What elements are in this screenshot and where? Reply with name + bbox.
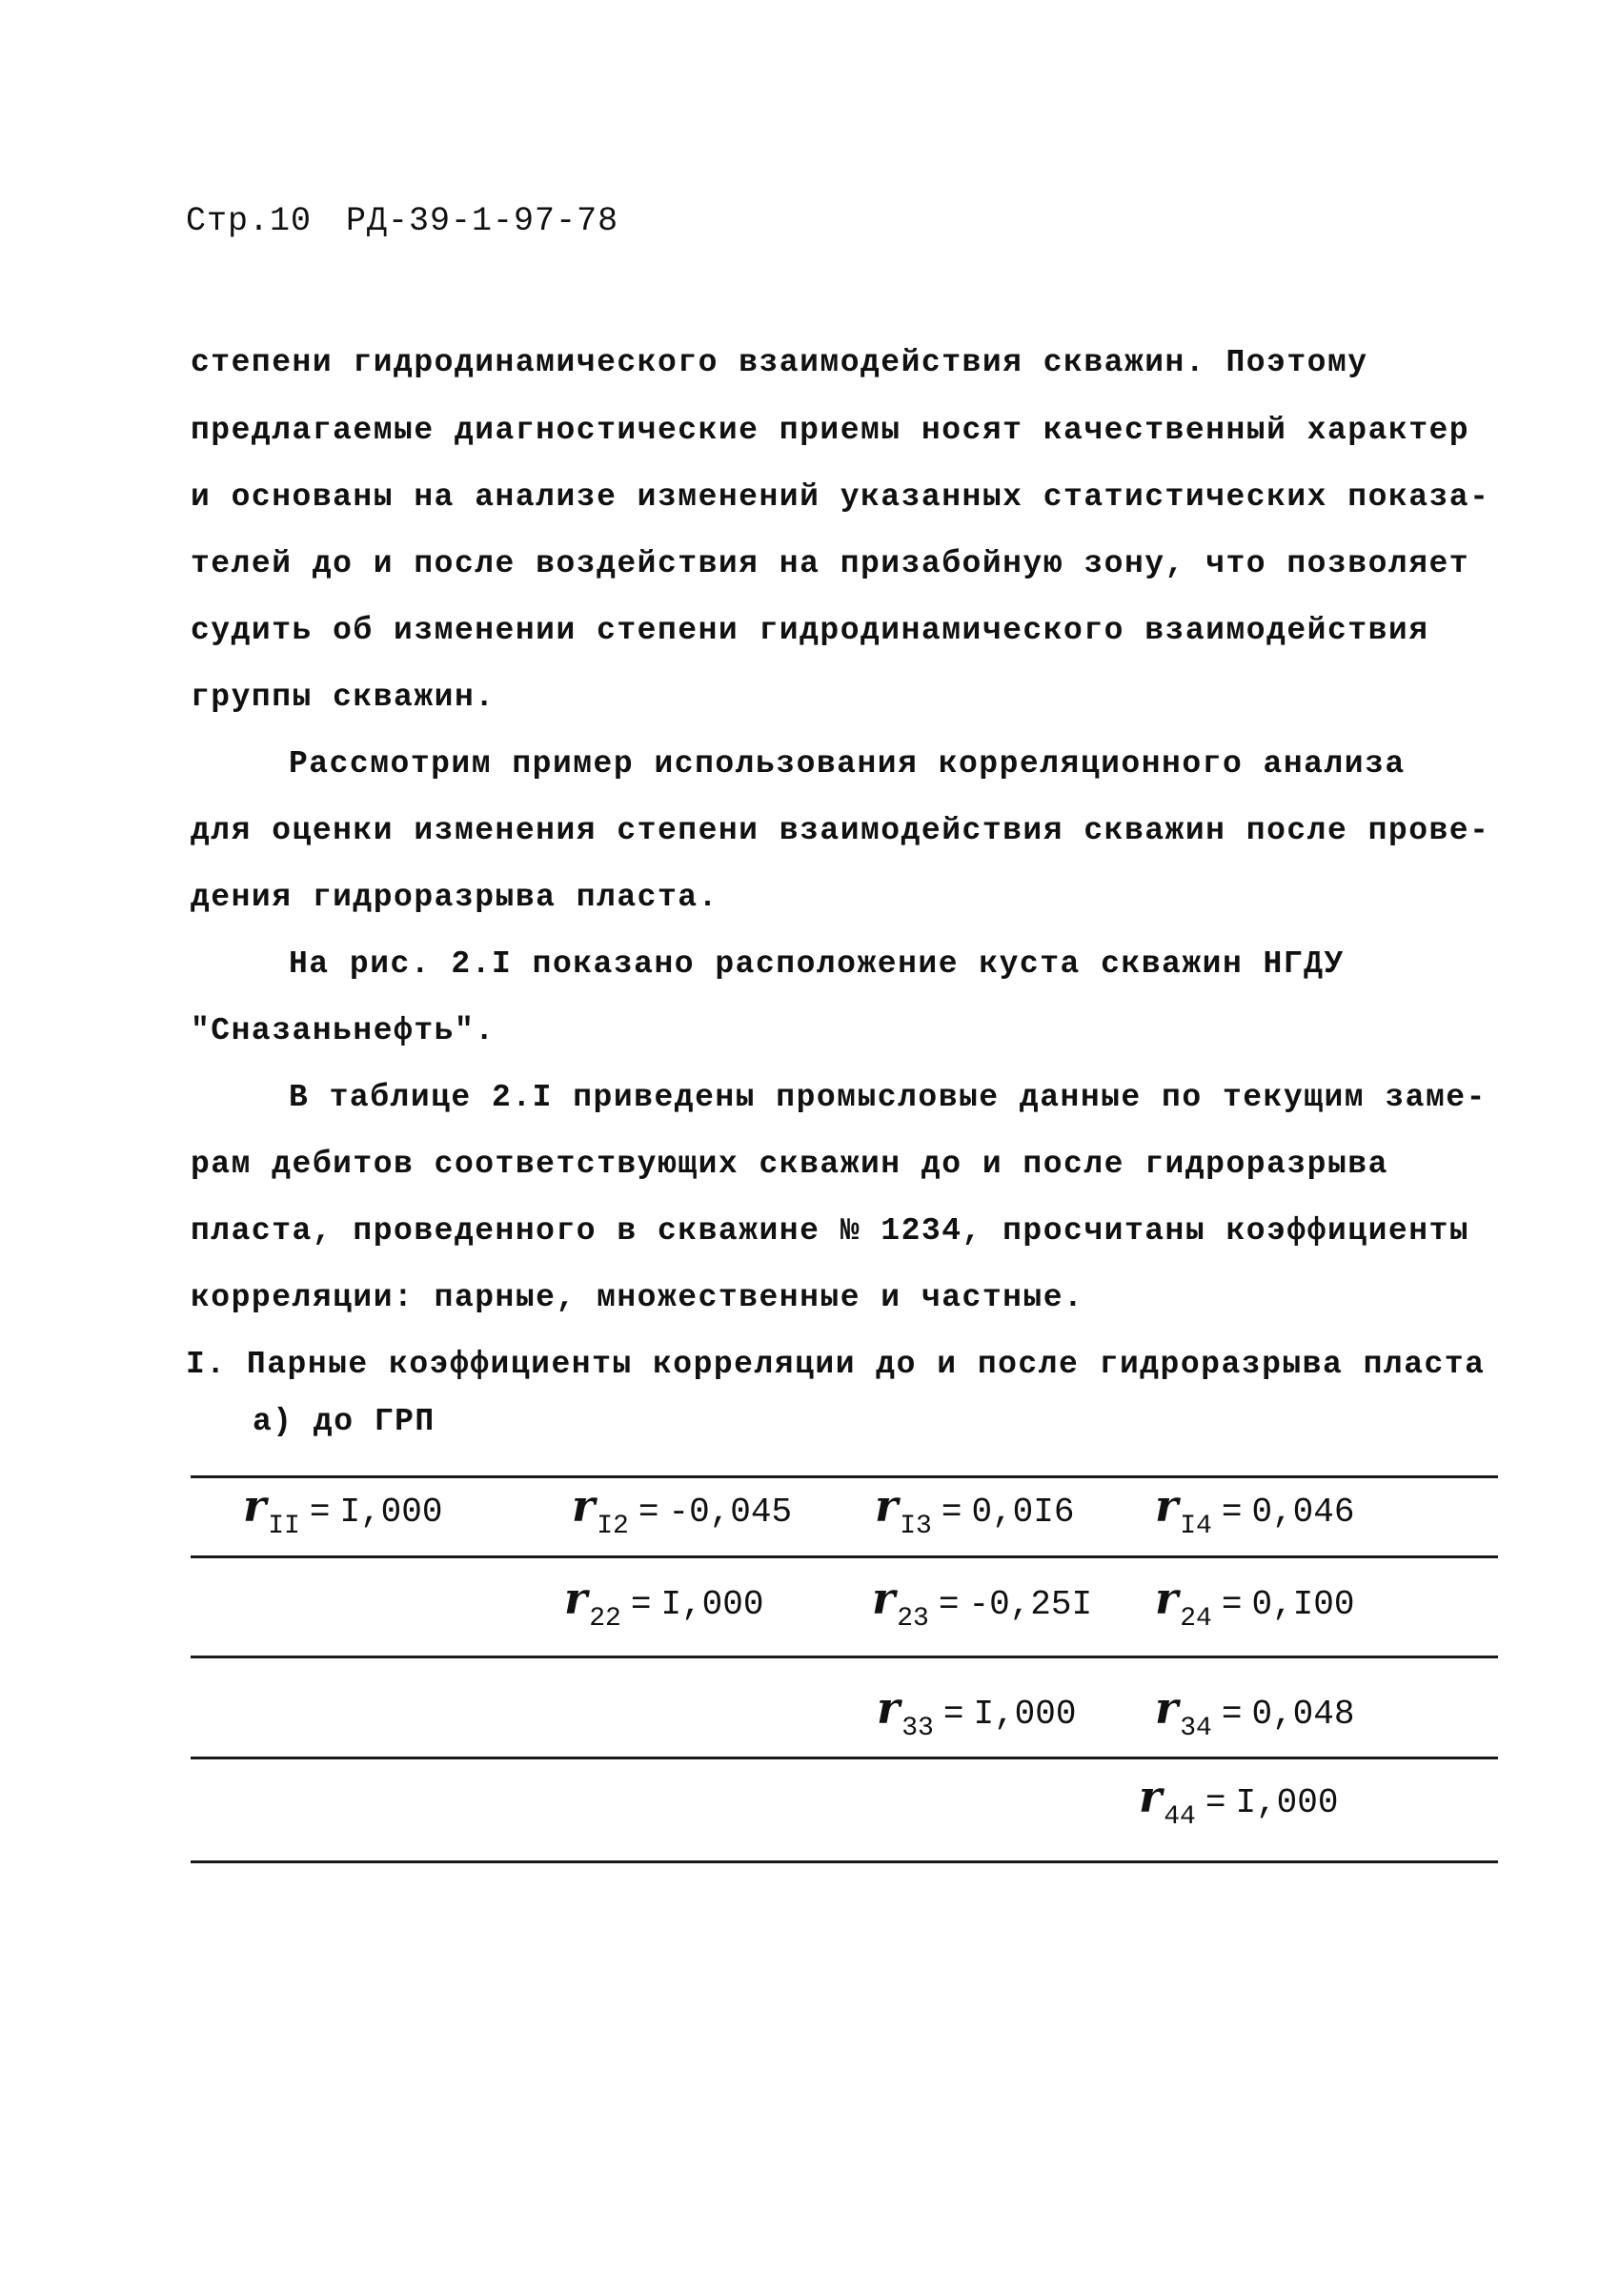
text-line: судить об изменении степени гидродинамического взаимодействия — [191, 613, 1429, 648]
r-symbol: r — [1139, 1771, 1163, 1822]
text-line: "Сназаньнефть". — [191, 1013, 496, 1048]
subsection-heading: а) до ГРП — [253, 1404, 435, 1439]
text-line: и основаны на анализе изменений указанных статистических показа- — [191, 479, 1490, 515]
table-rule — [191, 1656, 1498, 1658]
r-symbol: r — [1155, 1682, 1179, 1734]
equals-sign: = — [938, 1585, 960, 1624]
equals-sign: = — [1221, 1585, 1243, 1624]
coefficient-value: 0,0I6 — [971, 1493, 1075, 1532]
coefficient-value: 0,048 — [1251, 1695, 1355, 1734]
subscript: 24 — [1180, 1604, 1212, 1634]
r-symbol: r — [872, 1573, 896, 1624]
subscript: 33 — [901, 1714, 934, 1743]
section-heading: I. Парные коэффициенты корреляции до и после гидроразрыва пласта — [186, 1347, 1486, 1382]
coefficient-value: I,000 — [339, 1493, 443, 1532]
document-code: РД-39-1-97-78 — [346, 202, 619, 240]
equals-sign: = — [638, 1493, 659, 1532]
matrix-cell-r24 — [1155, 1573, 1355, 1634]
r-symbol: r — [875, 1480, 899, 1532]
page-number: Стр.10 — [186, 202, 313, 240]
matrix-cell-r33 — [877, 1682, 1077, 1743]
coefficient-value: 0,I00 — [1251, 1585, 1355, 1624]
coefficient-value: I,000 — [1235, 1783, 1339, 1822]
text-line: для оценки изменения степени взаимодействия скважин после прове- — [191, 813, 1490, 848]
matrix-cell-r44 — [1139, 1771, 1339, 1832]
r-symbol: r — [1155, 1573, 1179, 1624]
coefficient-value: I,000 — [660, 1585, 764, 1624]
coefficient-value: -0,045 — [668, 1493, 793, 1532]
table-rule — [191, 1475, 1498, 1478]
r-symbol: r — [572, 1480, 596, 1532]
matrix-cell-r13 — [875, 1480, 1075, 1541]
subscript: 23 — [897, 1604, 929, 1634]
equals-sign: = — [941, 1493, 962, 1532]
text-line: корреляции: парные, множественные и частные. — [191, 1280, 1084, 1315]
equals-sign: = — [1221, 1695, 1243, 1734]
subscript: I2 — [597, 1512, 629, 1541]
equals-sign: = — [309, 1493, 331, 1532]
matrix-cell-r34 — [1155, 1682, 1355, 1743]
page-header — [186, 202, 618, 240]
text-line: На рис. 2.I показано расположение куста скважин НГДУ — [289, 946, 1345, 982]
coefficient-value: 0,046 — [1251, 1493, 1355, 1532]
text-line: пласта, проведенного в скважине № 1234, просчитаны коэффициенты — [191, 1213, 1470, 1249]
equals-sign: = — [1205, 1783, 1226, 1822]
text-line: предлагаемые диагностические приемы носят качественный характер — [191, 413, 1470, 448]
text-line: степени гидродинамического взаимодействия скважин. Поэтому — [191, 345, 1368, 380]
equals-sign: = — [1221, 1493, 1243, 1532]
subscript: I3 — [900, 1512, 932, 1541]
r-symbol: r — [1155, 1480, 1179, 1532]
matrix-cell-r22 — [564, 1573, 764, 1634]
subscript: 34 — [1180, 1714, 1212, 1743]
r-symbol: r — [877, 1682, 901, 1734]
table-rule — [191, 1757, 1498, 1759]
text-line: телей до и после воздействия на призабойную зону, что позволяет — [191, 546, 1470, 581]
r-symbol: r — [243, 1480, 267, 1532]
matrix-cell-r23 — [872, 1573, 1093, 1634]
text-line: Рассмотрим пример использования корреляционного анализа — [289, 746, 1406, 782]
matrix-cell-r11 — [243, 1480, 443, 1541]
matrix-cell-r12 — [572, 1480, 793, 1541]
coefficient-value: I,000 — [973, 1695, 1077, 1734]
table-rule — [191, 1555, 1498, 1558]
text-line: В таблице 2.I приведены промысловые данные по текущим заме- — [289, 1080, 1487, 1115]
subscript: 22 — [589, 1604, 621, 1634]
subscript: II — [268, 1512, 300, 1541]
r-symbol: r — [564, 1573, 588, 1624]
equals-sign: = — [630, 1585, 652, 1624]
subscript: 44 — [1164, 1802, 1196, 1832]
text-line: группы скважин. — [191, 680, 496, 715]
coefficient-value: -0,25I — [968, 1585, 1093, 1624]
text-line: дения гидроразрыва пласта. — [191, 880, 719, 915]
equals-sign: = — [942, 1695, 964, 1734]
table-rule — [191, 1860, 1498, 1863]
subscript: I4 — [1180, 1512, 1212, 1541]
matrix-cell-r14 — [1155, 1480, 1355, 1541]
text-line: рам дебитов соответствующих скважин до и после гидроразрыва — [191, 1147, 1388, 1182]
